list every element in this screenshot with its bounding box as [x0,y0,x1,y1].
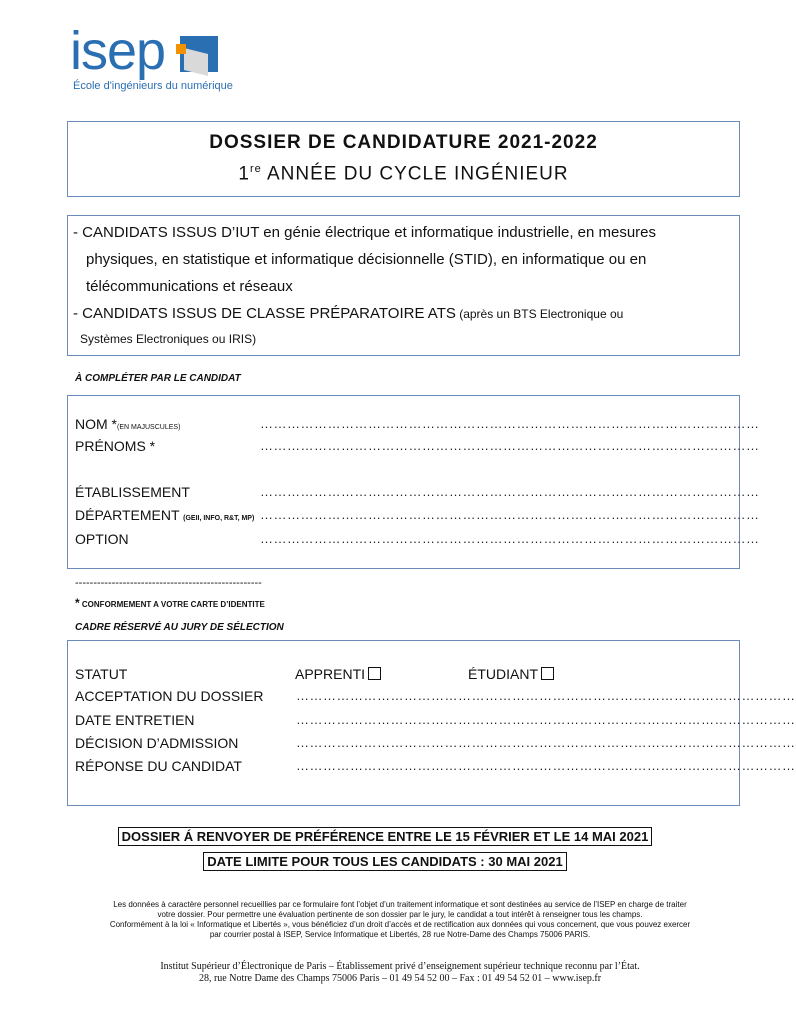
etudiant-label: ÉTUDIANT [468,666,538,682]
candidates-ats-detail: (après un BTS Electronique ou [455,307,624,321]
option-label: OPTION [75,531,129,547]
nom-label-text: NOM * [75,416,117,432]
nom-field[interactable]: ………………………………………………………………………………………………… [260,416,760,431]
deadline-row-1 [0,828,770,846]
departement-field[interactable]: ………………………………………………………………………………………………… [260,507,760,522]
deadline-final: DATE LIMITE POUR TOUS LES CANDIDATS : 30 MAI 2021 [203,852,566,871]
apprenti-checkbox[interactable] [368,667,381,680]
candidates-line-2: physiques, en statistique et informatique décisionnelle (STID), en informatique ou en [86,251,647,268]
apprenti-option [295,666,381,682]
jury-section-label: CADRE RÉSERVÉ AU JURY DE SÉLECTION [75,622,284,633]
departement-label [75,507,254,523]
document-subtitle [67,163,740,185]
footer-line-1: Institut Supérieur d’Électronique de Paris – Établissement privé d’enseignement supérieur technique reconnu par l’État. [160,961,640,972]
decision-label: DÉCISION D’ADMISSION [75,735,239,751]
isep-logo-mark-icon [174,34,220,78]
candidates-line-4 [73,305,623,322]
institution-footer [70,961,730,985]
privacy-line-1: Les données à caractère personnel recueillies par ce formulaire font l’objet d’un traitement informatique et sont destinées au service de l’ISEP en charge de traiter [113,900,687,909]
reponse-label: RÉPONSE DU CANDIDAT [75,758,242,774]
acceptation-label: ACCEPTATION DU DOSSIER [75,688,264,704]
candidates-ats-label: - CANDIDATS ISSUS DE CLASSE PRÉPARATOIRE ATS [73,305,456,322]
entretien-label: DATE ENTRETIEN [75,712,195,728]
isep-logo-tagline: École d'ingénieurs du numérique [73,80,233,92]
etablissement-field[interactable]: ………………………………………………………………………………………………… [260,484,760,499]
deadline-row-2 [0,853,770,871]
privacy-line-2: votre dossier. Pour permettre une évaluation pertinente de son dossier par le jury, le candidat a tout intérêt à renseigner tous les champs. [157,910,643,919]
nom-label [75,416,180,432]
etudiant-checkbox[interactable] [541,667,554,680]
privacy-line-4: par courrier postal à ISEP, Service Informatique et Libertés, 28 rue Notre-Dame des Champs 75006 PARIS. [209,930,591,939]
footer-line-2: 28, rue Notre Dame des Champs 75006 Paris – 01 49 54 52 00 – Fax : 01 49 54 52 01 – www.isep.fr [198,973,602,984]
privacy-notice [70,900,730,940]
option-field[interactable]: ………………………………………………………………………………………………… [260,531,760,546]
note-asterisk: * [75,596,80,610]
subtitle-text: ANNÉE DU CYCLE INGÉNIEUR [261,163,569,185]
identity-note [75,596,265,610]
subtitle-year-number: 1 [238,163,250,185]
privacy-line-3: Conformément à la loi « Informatique et Libertés », vous bénéficiez d’un droit d’accès et de rectification aux données qui vous concernent, que vous pouvez exercer [109,920,691,929]
separator-line: --------------------------------------------------- [75,577,262,589]
departement-label-text: DÉPARTEMENT [75,507,180,523]
decision-field[interactable]: ………………………………………………………………………………………………… [296,735,796,750]
statut-label: STATUT [75,666,128,682]
note-text: CONFORMEMENT A VOTRE CARTE D’IDENTITE [81,600,265,609]
entretien-field[interactable]: ………………………………………………………………………………………………… [296,712,796,727]
candidates-line-3: télécommunications et réseaux [86,278,293,295]
prenoms-field[interactable]: ………………………………………………………………………………………………… [260,438,760,453]
candidates-line-1: - CANDIDATS ISSUS D’IUT en génie électrique et informatique industrielle, en mesures [73,224,657,241]
reponse-field[interactable]: ………………………………………………………………………………………………… [296,758,796,773]
apprenti-label: APPRENTI [295,666,366,682]
subtitle-superscript: re [249,163,262,175]
deadline-preferred: DOSSIER Á RENVOYER DE PRÉFÉRENCE ENTRE LE 15 FÉVRIER ET LE 14 MAI 2021 [118,827,653,846]
acceptation-field[interactable]: ………………………………………………………………………………………………… [296,688,796,703]
departement-hint: (GEII, INFO, R&T, MP) [183,515,255,522]
etablissement-label: ÉTABLISSEMENT [75,484,190,500]
prenoms-label: PRÉNOMS * [75,438,156,454]
nom-hint: (EN MAJUSCULES) [117,424,181,431]
isep-logo-wordmark: isep [70,21,166,81]
etudiant-option [468,666,554,682]
document-title: DOSSIER DE CANDIDATURE 2021-2022 [209,132,598,153]
candidate-section-label: À COMPLÉTER PAR LE CANDIDAT [75,373,241,384]
candidates-line-5: Systèmes Electroniques ou IRIS) [80,332,257,346]
